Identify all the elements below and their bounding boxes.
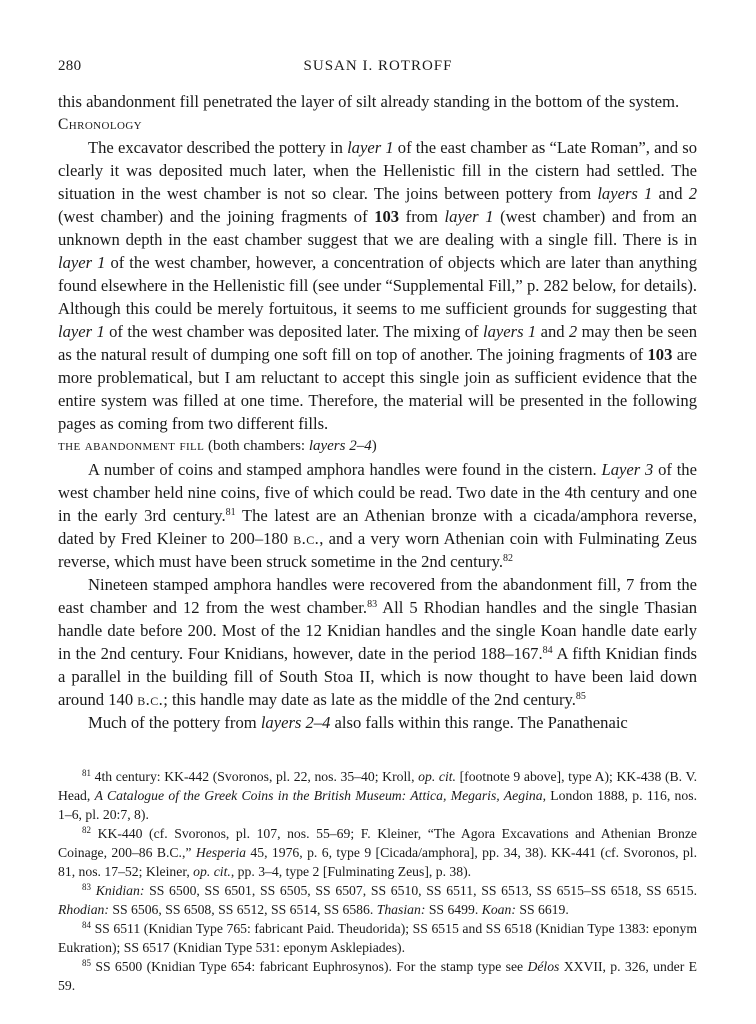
footnote-85: $^{85}$ SS 6500 (Knidian Type 654: fabricant Euphrosynos). For the stamp type see Délos XXVII, p. 326, under E 59. (58, 958, 698, 993)
paragraph: this abandonment fill penetrated the layer of silt already standing in the bottom of the system. (58, 92, 680, 111)
footnote-81: $^{81}$ 4th century: KK-442 (Svoronos, pl. 22, nos. 35–40; Kroll, op. cit. [footnote 9 above], type A); KK-438 (B. V. Head, A Catalogue of the Greek Coins in the British Museum: Attica, Megaris, Aegina, London 1888, p. 116, nos. 1–6, pl. 20:7, 8). (58, 768, 697, 822)
footnote-ref-82[interactable]: 82 (502, 553, 513, 564)
paragraph-amphora-handles: Nineteen stamped amphora handles were recovered from the abandonment fill, 7 from the east chamber and 12 from the west chamber.$^{83}$ All 5 Rhodian handles and the single Thasian handle date before 200. Most of the 12 Knidian handles and the single Koan handle date early in the 2nd century. Four Knidians, however, date in the period 188–167.84 A fifth Knidian finds a parallel in the building fill of South Stoa II, which is now thought to have been laid down around 140 b.c.; this handle may date as late as the middle of the 2nd century.$^{85}$ (58, 575, 697, 709)
page-number: 280 (58, 58, 82, 74)
footnote-ref-85[interactable]: 85 (575, 691, 586, 702)
main-text (58, 90, 697, 734)
paragraph-chronology: The excavator described the pottery in layer 1 of the east chamber as “Late Roman”, and so clearly it was deposited much later, when the Hellenistic fill in the cistern had settled. The situation in the west chamber is not so clear. The joins between pottery from layers 1 and 2 (west chamber) and the joining fragments of 103 from layer 1 (west chamber) and from an unknown depth in the east chamber suggest that we are dealing with a single fill. There is in layer 1 of the west chamber, however, a concentration of objects which are later than anything found elsewhere in the Hellenistic fill (see under “Supplemental Fill,” p. 282 below, for details). Although this could be merely fortuitous, it seems to me sufficient grounds for suggesting that layer 1 of the west chamber was deposited later. The mixing of layers 1 and 2 may then be seen as the natural result of dumping one soft fill on top of another. The joining fragments of 103 are more problematical, but I am reluctant to accept this single join as sufficient evidence that the entire system was filled at one time. Therefore, the material will be presented in the following pages as coming from two different fills. (58, 138, 698, 433)
running-title: SUSAN I. ROTROFF (303, 58, 453, 74)
footnote-84: $^{84}$ SS 6511 (Knidian Type 765: fabricant Paid. Theudorida); SS 6515 and SS 6518 (Knidian Type 1383: eponym Eukration); SS 6517 (Knidian Type 531: eponym Asklepiades). (58, 920, 697, 955)
footnotes (58, 767, 697, 995)
paragraph-pottery: Much of the pottery from layers 2–4 also falls within this range. The Panathenaic (88, 713, 628, 732)
footnote-82: $^{82}$ KK-440 (cf. Svoronos, pl. 107, nos. 55–69; F. Kleiner, “The Agora Excavations and Athenian Bronze Coinage, 200–86 B.C.,” Hesperia 45, 1976, p. 6, type 9 [Cicada/amphora], pp. 34, 38). KK-441 (cf. Svoronos, pl. 81, nos. 17–52; Kleiner, op. cit., pp. 3–4, type 2 [Fulminating Zeus], p. 38). (58, 825, 697, 879)
footnote-ref-81[interactable]: 81 (225, 507, 236, 518)
footnote-83: $^{83}$ Knidian: SS 6500, SS 6501, SS 6505, SS 6507, SS 6510, SS 6511, SS 6513, SS 6515–SS 6518, SS 6515. Rhodian: SS 6506, SS 6508, SS 6512, SS 6514, SS 6586. Thasian: SS 6499. Koan: SS 6619. (58, 882, 697, 917)
paragraph-coins: A number of coins and stamped amphora handles were found in the cistern. Layer 3 of the west chamber held nine coins, five of which could be read. Two date in the 4th century and one in the early 3rd century.$^{81}$ The latest are an Athenian bronze with a cicada/amphora reverse, dated by Fred Kleiner to 200–180 b.c., and a very worn Athenian coin with Fulminating Zeus reverse, which must have been struck sometime in the 2nd century.$^{82}$ (58, 460, 697, 571)
footnote-ref-84[interactable]: 84 (542, 645, 553, 656)
section-heading-chronology: Chronology (58, 116, 143, 133)
page-header (0, 58, 756, 82)
section-heading-abandonment-fill: the abandonment fill (both chambers: layers 2–4) (58, 438, 377, 454)
footnote-ref-83[interactable]: 83 (367, 599, 378, 610)
